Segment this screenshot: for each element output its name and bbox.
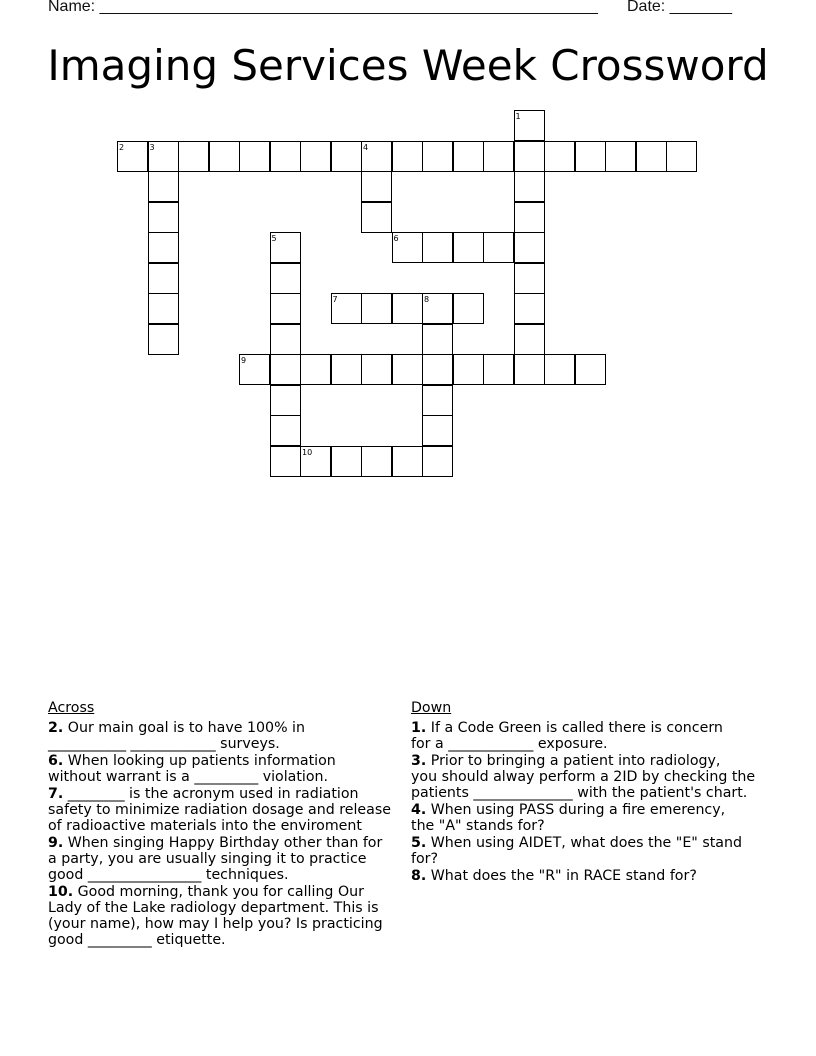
grid-cell[interactable] xyxy=(361,171,392,202)
grid-cell[interactable] xyxy=(544,141,575,172)
grid-cell[interactable] xyxy=(270,385,301,416)
cell-number: 2 xyxy=(119,142,125,152)
grid-cell[interactable] xyxy=(361,293,392,324)
grid-cell[interactable] xyxy=(544,354,575,385)
grid-cell[interactable] xyxy=(483,232,514,263)
grid-cell[interactable] xyxy=(666,141,697,172)
down-clues xyxy=(411,700,776,885)
grid-cell[interactable] xyxy=(239,141,270,172)
grid-cell[interactable] xyxy=(514,263,545,294)
grid-cell[interactable] xyxy=(270,324,301,355)
clue-number: 9. xyxy=(48,835,64,851)
grid-cell[interactable] xyxy=(453,141,484,172)
clue-across-9 xyxy=(48,835,398,883)
grid-cell[interactable] xyxy=(361,446,392,477)
clue-text: When singing Happy Birthday other than for a party, you are usually singing it to practice good ________________ techniques. xyxy=(48,835,383,883)
grid-cell[interactable] xyxy=(300,354,331,385)
grid-cell[interactable] xyxy=(331,141,362,172)
clue-number: 8. xyxy=(411,868,427,884)
cell-number: 7 xyxy=(332,295,338,304)
grid-cell[interactable] xyxy=(453,232,484,263)
grid-cell[interactable] xyxy=(453,293,484,324)
grid-cell[interactable] xyxy=(270,293,301,324)
grid-cell[interactable] xyxy=(148,171,179,202)
clue-across-2 xyxy=(48,720,398,752)
grid-cell[interactable] xyxy=(422,385,453,416)
grid-cell[interactable] xyxy=(422,141,453,172)
grid-cell[interactable] xyxy=(300,141,331,172)
grid-cell[interactable] xyxy=(605,141,636,172)
clue-down-8 xyxy=(411,868,776,884)
grid-cell[interactable] xyxy=(148,263,179,294)
across-heading: Across xyxy=(48,700,95,716)
clue-text: When using AIDET, what does the "E" stand for? xyxy=(411,835,742,867)
grid-cell[interactable] xyxy=(331,354,362,385)
grid-cell[interactable] xyxy=(453,354,484,385)
cell-number: 9 xyxy=(241,356,247,365)
clue-text: What does the "R" in RACE stand for? xyxy=(430,868,697,884)
grid-cell[interactable] xyxy=(270,263,301,294)
cell-number: 8 xyxy=(424,295,430,304)
grid-cell[interactable] xyxy=(422,446,453,477)
grid-cell[interactable] xyxy=(514,202,545,233)
name-line[interactable]: Name: ________________________________________________________ xyxy=(48,0,598,15)
grid-cell[interactable] xyxy=(148,232,179,263)
cell-number: 3 xyxy=(149,142,155,152)
grid-cell[interactable] xyxy=(514,354,545,385)
grid-cell[interactable] xyxy=(514,141,545,172)
grid-cell[interactable] xyxy=(270,446,301,477)
crossword-grid xyxy=(0,0,816,500)
down-heading: Down xyxy=(411,700,452,716)
cell-number: 5 xyxy=(271,234,277,243)
grid-cell[interactable] xyxy=(483,354,514,385)
clue-number: 10. xyxy=(48,884,74,900)
clue-text: When using PASS during a fire emerency, the "A" stands for? xyxy=(411,802,726,834)
grid-cell[interactable] xyxy=(361,354,392,385)
grid-cell[interactable] xyxy=(422,324,453,355)
grid-cell[interactable] xyxy=(422,232,453,263)
grid-cell[interactable] xyxy=(422,354,453,385)
grid-cell[interactable] xyxy=(361,202,392,233)
clue-down-1 xyxy=(411,720,776,752)
cell-number: 4 xyxy=(363,142,369,152)
grid-cell[interactable] xyxy=(575,354,606,385)
clue-text: When looking up patients information without warrant is a _________ violation. xyxy=(48,753,336,785)
grid-cell[interactable] xyxy=(392,354,423,385)
grid-cell[interactable] xyxy=(209,141,240,172)
clue-across-10 xyxy=(48,884,398,948)
clue-number: 3. xyxy=(411,753,427,769)
date-line[interactable]: Date: _______ xyxy=(627,0,732,15)
page-title: Imaging Services Week Crossword xyxy=(47,41,769,90)
clue-number: 2. xyxy=(48,720,64,736)
grid-cell[interactable] xyxy=(148,324,179,355)
grid-cell[interactable] xyxy=(270,354,301,385)
cell-number: 1 xyxy=(515,112,521,121)
clue-across-6 xyxy=(48,753,398,785)
grid-cell[interactable] xyxy=(392,141,423,172)
grid-cell[interactable] xyxy=(636,141,667,172)
clue-number: 1. xyxy=(411,720,427,736)
clue-text: Good morning, thank you for calling Our Lady of the Lake radiology department. This is (your name), how may I help you? Is practicing good _________ etiquette. xyxy=(48,884,383,948)
grid-cell[interactable] xyxy=(514,293,545,324)
clue-number: 4. xyxy=(411,802,427,818)
clue-text: ________ is the acronym used in radiation safety to minimize radiation dosage and release of radioactive materials into the enviroment xyxy=(48,786,391,834)
grid-cell[interactable] xyxy=(575,141,606,172)
grid-cell[interactable] xyxy=(514,324,545,355)
clue-number: 7. xyxy=(48,786,64,802)
clue-text: Prior to bringing a patient into radiology, you should alway perform a 2ID by checking the patients ______________ with the patient's chart. xyxy=(411,753,756,801)
grid-cell[interactable] xyxy=(331,446,362,477)
grid-cell[interactable] xyxy=(392,446,423,477)
grid-cell[interactable] xyxy=(514,171,545,202)
cell-number: 10 xyxy=(302,447,313,457)
grid-cell[interactable] xyxy=(422,415,453,446)
cell-number: 6 xyxy=(393,234,399,243)
clue-down-4 xyxy=(411,802,776,834)
clue-across-7 xyxy=(48,786,398,834)
grid-cell[interactable] xyxy=(514,232,545,263)
grid-cell[interactable] xyxy=(483,141,514,172)
grid-cell[interactable] xyxy=(148,293,179,324)
grid-cell[interactable] xyxy=(270,141,301,172)
across-clues xyxy=(48,700,398,949)
clue-down-3 xyxy=(411,753,776,801)
clue-number: 5. xyxy=(411,835,427,851)
grid-cell[interactable] xyxy=(270,415,301,446)
clue-down-5 xyxy=(411,835,776,867)
clue-number: 6. xyxy=(48,753,64,769)
grid-cell[interactable] xyxy=(148,202,179,233)
clue-text: Our main goal is to have 100% in ___________ ____________ surveys. xyxy=(48,720,305,752)
grid-cell[interactable] xyxy=(178,141,209,172)
clue-text: If a Code Green is called there is concern for a ____________ exposure. xyxy=(411,720,723,752)
grid-cell[interactable] xyxy=(392,293,423,324)
